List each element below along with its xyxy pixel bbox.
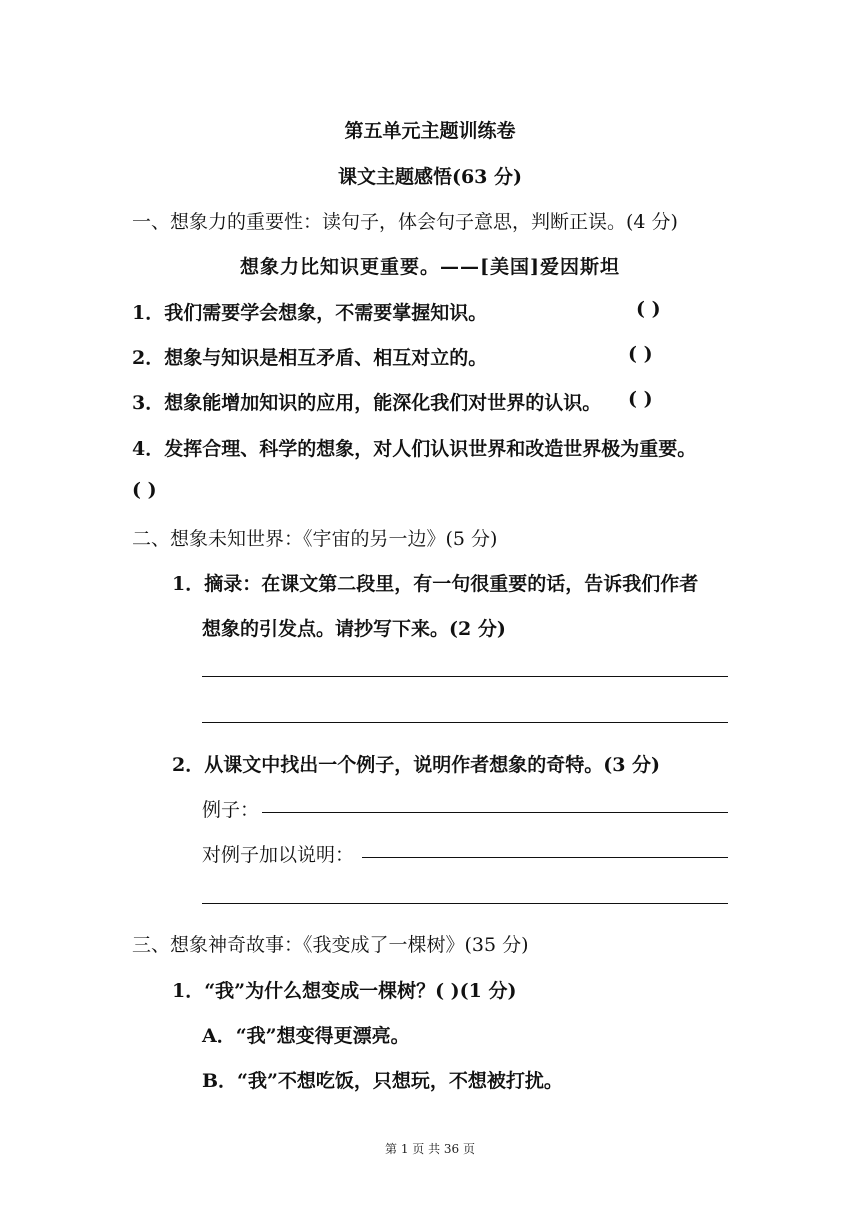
section3-heading: 三、想象神奇故事：《我变成了一棵树》(35 分) [132, 934, 529, 956]
explain-label: 对例子加以说明： [202, 844, 355, 866]
document-subtitle: 课文主题感悟(63 分) [337, 166, 523, 188]
example-answer-line[interactable] [262, 812, 728, 813]
answer-paren-3[interactable]: ( ) [628, 388, 653, 410]
explain-answer-line[interactable] [362, 857, 728, 858]
section2-heading: 二、想象未知世界：《宇宙的另一边》(5 分) [132, 528, 498, 550]
judgement-item-1: 1．我们需要学会想象，不需要掌握知识。 [132, 302, 488, 324]
judgement-item-4: 4．发挥合理、科学的想象，对人们认识世界和改造世界极为重要。 [132, 438, 697, 460]
answer-paren-1[interactable]: ( ) [636, 298, 661, 320]
document-title: 第五单元主题训练卷 [344, 120, 516, 142]
section1-heading: 一、想象力的重要性：读句子，体会句子意思，判断正误。(4 分) [132, 211, 678, 233]
answer-paren-2[interactable]: ( ) [628, 343, 653, 365]
judgement-item-2: 2．想象与知识是相互矛盾、相互对立的。 [132, 347, 488, 369]
question2-2: 2．从课文中找出一个例子，说明作者想象的奇特。(3 分) [172, 754, 661, 776]
question3-1: 1．“我”为什么想变成一棵树？( )(1 分) [172, 980, 517, 1002]
explain-answer-line-2[interactable] [202, 903, 728, 904]
option-a[interactable]: A．“我”想变得更漂亮。 [202, 1025, 410, 1047]
example-label: 例子： [202, 799, 260, 821]
page-footer: 第 1 页 共 36 页 [385, 1142, 475, 1156]
option-b[interactable]: B．“我”不想吃饭，只想玩，不想被打扰。 [202, 1070, 563, 1092]
answer-line-1[interactable] [202, 676, 728, 677]
quote: 想象力比知识更重要。——[美国]爱因斯坦 [240, 256, 620, 278]
question2-1-line1: 1．摘录：在课文第二段里，有一句很重要的话，告诉我们作者 [172, 573, 699, 595]
answer-paren-4[interactable]: ( ) [132, 479, 157, 501]
question2-1-line2: 想象的引发点。请抄写下来。(2 分) [202, 618, 506, 640]
answer-line-2[interactable] [202, 722, 728, 723]
judgement-item-3: 3．想象能增加知识的应用，能深化我们对世界的认识。 [132, 392, 602, 414]
